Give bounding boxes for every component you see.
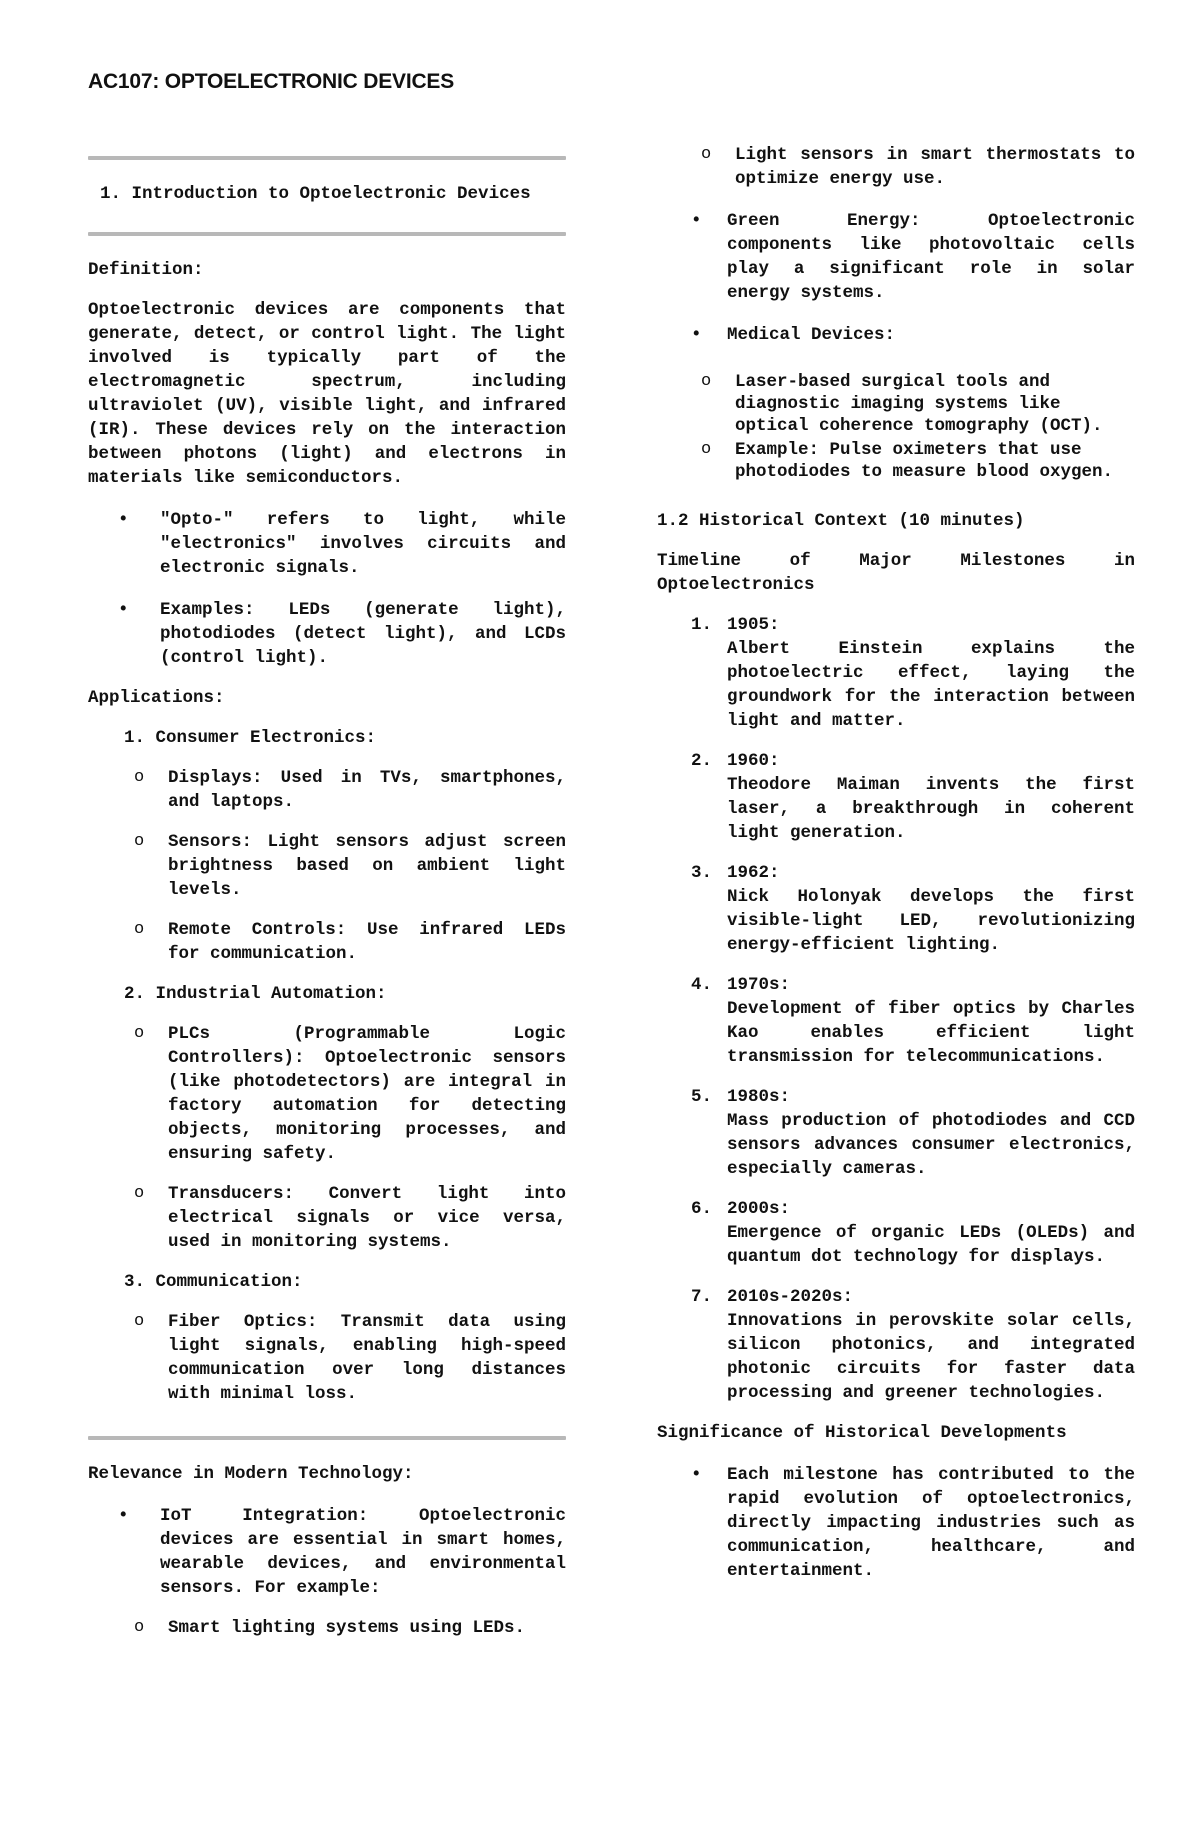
timeline-text: Mass production of photodiodes and CCD sensors advances consumer electronics, especially cameras. bbox=[727, 1111, 1135, 1179]
timeline-number: 3. bbox=[691, 863, 713, 883]
timeline-text: Innovations in perovskite solar cells, silicon photonics, and integrated photonic circuits for faster data processing and greener technologies. bbox=[727, 1311, 1135, 1403]
significance-heading: Significance of Historical Developments bbox=[657, 1423, 1067, 1443]
sub-list-item bbox=[657, 439, 1135, 483]
bullet-text: Green Energy: Optoelectronic components like photovoltaic cells play a significant role in solar energy systems. bbox=[727, 211, 1135, 303]
timeline-number: 7. bbox=[691, 1287, 713, 1307]
sub-item-text: Displays: Used in TVs, smartphones, and laptops. bbox=[168, 768, 566, 812]
sub-list-item bbox=[88, 1182, 566, 1254]
timeline-number: 4. bbox=[691, 975, 713, 995]
sub-list-item bbox=[88, 1310, 566, 1406]
right-column bbox=[657, 140, 1135, 1583]
bullet-marker: • bbox=[118, 1506, 129, 1526]
timeline-year: 1970s: bbox=[727, 975, 791, 995]
sub-item-text: Fiber Optics: Transmit data using light signals, enabling high-speed communication over long distances with minimal loss. bbox=[168, 1312, 566, 1404]
list-item bbox=[657, 323, 1135, 347]
timeline-text: Emergence of organic LEDs (OLEDs) and quantum dot technology for displays. bbox=[727, 1223, 1135, 1267]
sub-list-item bbox=[657, 371, 1135, 437]
divider bbox=[88, 1436, 566, 1440]
definition-label: Definition: bbox=[88, 260, 204, 280]
bullet-text: Each milestone has contributed to the rapid evolution of optoelectronics, directly impacting industries such as communication, healthcare, and entertainment. bbox=[727, 1465, 1135, 1581]
sub-bullet-marker: o bbox=[701, 145, 712, 164]
bullet-marker: • bbox=[691, 211, 702, 231]
sub-list-item bbox=[657, 143, 1135, 191]
sub-list-item bbox=[88, 766, 566, 814]
sub-item-text: Remote Controls: Use infrared LEDs for communication. bbox=[168, 920, 566, 964]
timeline-item bbox=[657, 973, 1135, 1069]
timeline-year: 2010s-2020s: bbox=[727, 1287, 854, 1307]
timeline-number: 2. bbox=[691, 751, 713, 771]
bullet-marker: • bbox=[691, 1465, 702, 1485]
timeline-heading: Timeline of Major Milestones in Optoelectronics bbox=[657, 551, 1135, 595]
timeline-year: 1962: bbox=[727, 863, 780, 883]
sub-item-text: Light sensors in smart thermostats to optimize energy use. bbox=[735, 145, 1135, 189]
timeline-item bbox=[657, 861, 1135, 957]
timeline-year: 2000s: bbox=[727, 1199, 791, 1219]
timeline-number: 5. bbox=[691, 1087, 713, 1107]
timeline-item bbox=[657, 1285, 1135, 1405]
divider bbox=[88, 232, 566, 236]
sub-bullet-marker: o bbox=[134, 832, 145, 851]
bullet-marker: • bbox=[691, 325, 702, 345]
sub-item-text: Laser-based surgical tools and diagnostic imaging systems like optical coherence tomography (OCT). bbox=[735, 372, 1103, 436]
timeline-item bbox=[657, 613, 1135, 733]
list-item bbox=[657, 1463, 1135, 1583]
sub-bullet-marker: o bbox=[134, 1618, 145, 1637]
timeline-number: 1. bbox=[691, 615, 713, 635]
timeline-item bbox=[657, 749, 1135, 845]
sub-list-item bbox=[88, 830, 566, 902]
timeline-year: 1960: bbox=[727, 751, 780, 771]
timeline-text: Development of fiber optics by Charles Kao enables efficient light transmission for telecommunications. bbox=[727, 999, 1135, 1067]
sub-item-text: Smart lighting systems using LEDs. bbox=[168, 1618, 526, 1638]
bullet-text: Examples: LEDs (generate light), photodiodes (detect light), and LCDs (control light). bbox=[160, 600, 566, 668]
bullet-marker: • bbox=[118, 600, 129, 620]
list-heading: 1. Consumer Electronics: bbox=[124, 728, 377, 748]
timeline-item bbox=[657, 1085, 1135, 1181]
timeline-text: Albert Einstein explains the photoelectric effect, laying the groundwork for the interaction between light and matter. bbox=[727, 639, 1135, 731]
bullet-text: IoT Integration: Optoelectronic devices are essential in smart homes, wearable devices, and environmental sensors. For example: bbox=[160, 1506, 566, 1598]
page-title: AC107: OPTOELECTRONIC DEVICES bbox=[88, 70, 455, 93]
applications-label: Applications: bbox=[88, 688, 225, 708]
sub-bullet-marker: o bbox=[701, 440, 712, 459]
sub-list-item bbox=[88, 1616, 566, 1640]
sub-bullet-marker: o bbox=[134, 1024, 145, 1043]
sub-bullet-marker: o bbox=[134, 768, 145, 787]
timeline-year: 1905: bbox=[727, 615, 780, 635]
relevance-label: Relevance in Modern Technology: bbox=[88, 1464, 414, 1484]
sub-bullet-marker: o bbox=[701, 372, 712, 391]
bullet-text: Medical Devices: bbox=[727, 325, 896, 345]
section-heading: 1. Introduction to Optoelectronic Devices bbox=[100, 184, 531, 204]
sub-item-text: Sensors: Light sensors adjust screen brightness based on ambient light levels. bbox=[168, 832, 566, 900]
timeline-item bbox=[657, 1197, 1135, 1269]
timeline-number: 6. bbox=[691, 1199, 713, 1219]
sub-item-text: Example: Pulse oximeters that use photodiodes to measure blood oxygen. bbox=[735, 440, 1114, 482]
timeline-text: Theodore Maiman invents the first laser, a breakthrough in coherent light generation. bbox=[727, 775, 1135, 843]
list-item bbox=[88, 508, 566, 580]
bullet-marker: • bbox=[118, 510, 129, 530]
definition-text: Optoelectronic devices are components that generate, detect, or control light. The light involved is typically part of the electromagnetic spectrum, including ultraviolet (UV), visible light, and infrared (IR). These devices rely on the interaction between photons (light) and electrons in materials like semiconductors. bbox=[88, 300, 566, 488]
list-item bbox=[657, 209, 1135, 305]
list-heading: 2. Industrial Automation: bbox=[124, 984, 387, 1004]
sub-list-item bbox=[88, 918, 566, 966]
sub-bullet-marker: o bbox=[134, 920, 145, 939]
list-item bbox=[88, 598, 566, 670]
left-column bbox=[88, 140, 566, 1640]
sub-bullet-marker: o bbox=[134, 1184, 145, 1203]
sub-list-item bbox=[88, 1022, 566, 1166]
list-item bbox=[88, 1504, 566, 1600]
list-heading: 3. Communication: bbox=[124, 1272, 303, 1292]
sub-item-text: Transducers: Convert light into electrical signals or vice versa, used in monitoring systems. bbox=[168, 1184, 566, 1252]
sub-bullet-marker: o bbox=[134, 1312, 145, 1331]
divider bbox=[88, 156, 566, 160]
timeline-text: Nick Holonyak develops the first visible-light LED, revolutionizing energy-efficient lighting. bbox=[727, 887, 1135, 955]
bullet-text: "Opto-" refers to light, while "electronics" involves circuits and electronic signals. bbox=[160, 510, 566, 578]
timeline-year: 1980s: bbox=[727, 1087, 791, 1107]
history-heading: 1.2 Historical Context (10 minutes) bbox=[657, 511, 1025, 531]
sub-item-text: PLCs (Programmable Logic Controllers): Optoelectronic sensors (like photodetectors) are integral in factory automation for detecting objects, monitoring processes, and ensuring safety. bbox=[168, 1024, 566, 1164]
